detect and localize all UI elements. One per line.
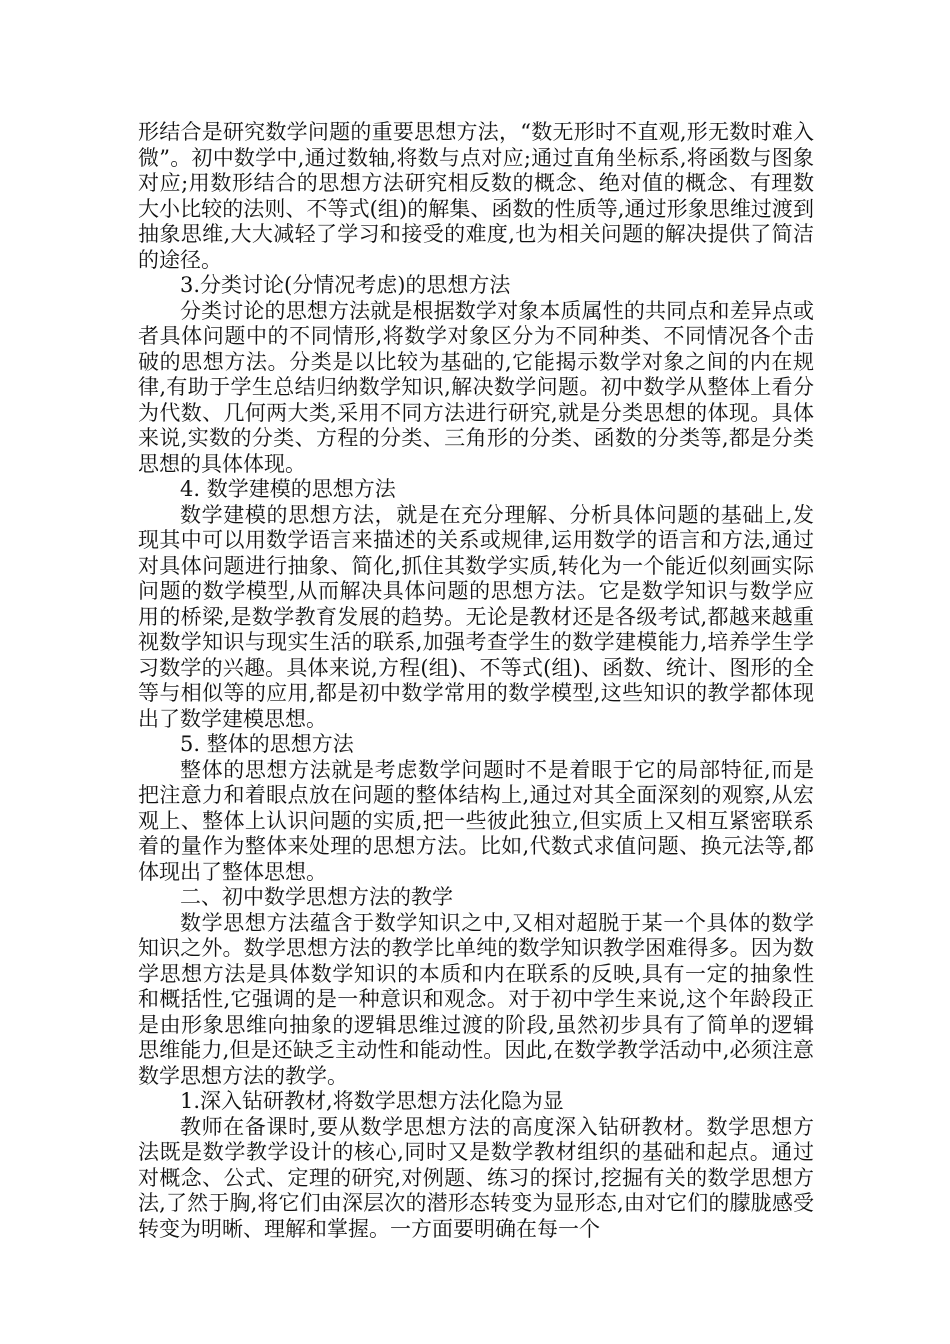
paragraph-classification: 分类讨论的思想方法就是根据数学对象本质属性的共同点和差异点或者具体问题中的不同情形,将数学对象区分为不同种类、不同情况各个击破的思想方法。分类是以比较为基础的,它能揭示数学对象之间的内在规律,有助于学生总结归纳数学知识,解决数学问题。初中数学从整体上看分为代数、几何两大类,采用不同方法进行研究,就是分类思想的体现。具体来说,实数的分类、方程的分类、三角形的分类、函数的分类等,都是分类思想的具体体现。	[138, 298, 814, 476]
section-heading-teaching: 二、初中数学思想方法的教学	[180, 885, 453, 909]
section-heading-classification: 3.分类讨论(分情况考虑)的思想方法	[180, 273, 511, 297]
section-heading-study-materials: 1.深入钻研教材,将数学思想方法化隐为显	[180, 1089, 564, 1113]
section-heading-modeling: 4. 数学建模的思想方法	[180, 477, 396, 501]
paragraph-holistic: 整体的思想方法就是考虑数学问题时不是着眼于它的局部特征,而是把注意力和着眼点放在问题的整体结构上,通过对其全面深刻的观察,从宏观上、整体上认识问题的实质,把一些彼此独立,但实质上又相互紧密联系着的量作为整体来处理的思想方法。比如,代数式求值问题、换元法等,都体现出了整体思想。	[138, 757, 814, 884]
paragraph-continuation: 形结合是研究数学问题的重要思想方法，“数无形时不直观,形无数时难入微”。初中数学中,通过数轴,将数与点对应;通过直角坐标系,将函数与图象对应;用数形结合的思想方法研究相反数的概念、绝对值的概念、有理数大小比较的法则、不等式(组)的解集、函数的性质等,通过形象思维过渡到抽象思维,大大减轻了学习和接受的难度,也为相关问题的解决提供了简洁的途径。	[138, 120, 814, 272]
section-heading-holistic: 5. 整体的思想方法	[180, 732, 354, 756]
document-body	[138, 120, 814, 1242]
paragraph-modeling: 数学建模的思想方法，就是在充分理解、分析具体问题的基础上,发现其中可以用数学语言来描述的关系或规律,运用数学的语言和方法,通过对具体问题进行抽象、简化,抓住其数学实质,转化为一个能近似刻画实际问题的数学模型,从而解决具体问题的思想方法。它是数学知识与数学应用的桥梁,是数学教育发展的趋势。无论是教材还是各级考试,都越来越重视数学知识与现实生活的联系,加强考查学生的数学建模能力,培养学生学习数学的兴趣。具体来说,方程(组)、不等式(组)、函数、统计、图形的全等与相似等的应用,都是初中数学常用的数学模型,这些知识的教学都体现出了数学建模思想。	[138, 502, 814, 731]
paragraph-teaching: 数学思想方法蕴含于数学知识之中,又相对超脱于某一个具体的数学知识之外。数学思想方法的教学比单纯的数学知识教学困难得多。因为数学思想方法是具体数学知识的本质和内在联系的反映,具有一定的抽象性和概括性,它强调的是一种意识和观念。对于初中学生来说,这个年龄段正是由形象思维向抽象的逻辑思维过渡的阶段,虽然初步具有了简单的逻辑思维能力,但是还缺乏主动性和能动性。因此,在数学教学活动中,必须注意数学思想方法的教学。	[138, 910, 814, 1088]
paragraph-study-materials: 教师在备课时,要从数学思想方法的高度深入钻研教材。数学思想方法既是数学教学设计的核心,同时又是数学教材组织的基础和起点。通过对概念、公式、定理的研究,对例题、练习的探讨,挖掘有关的数学思想方法,了然于胸,将它们由深层次的潜形态转变为显形态,由对它们的朦胧感受转变为明晰、理解和掌握。一方面要明确在每一个	[138, 1114, 814, 1241]
